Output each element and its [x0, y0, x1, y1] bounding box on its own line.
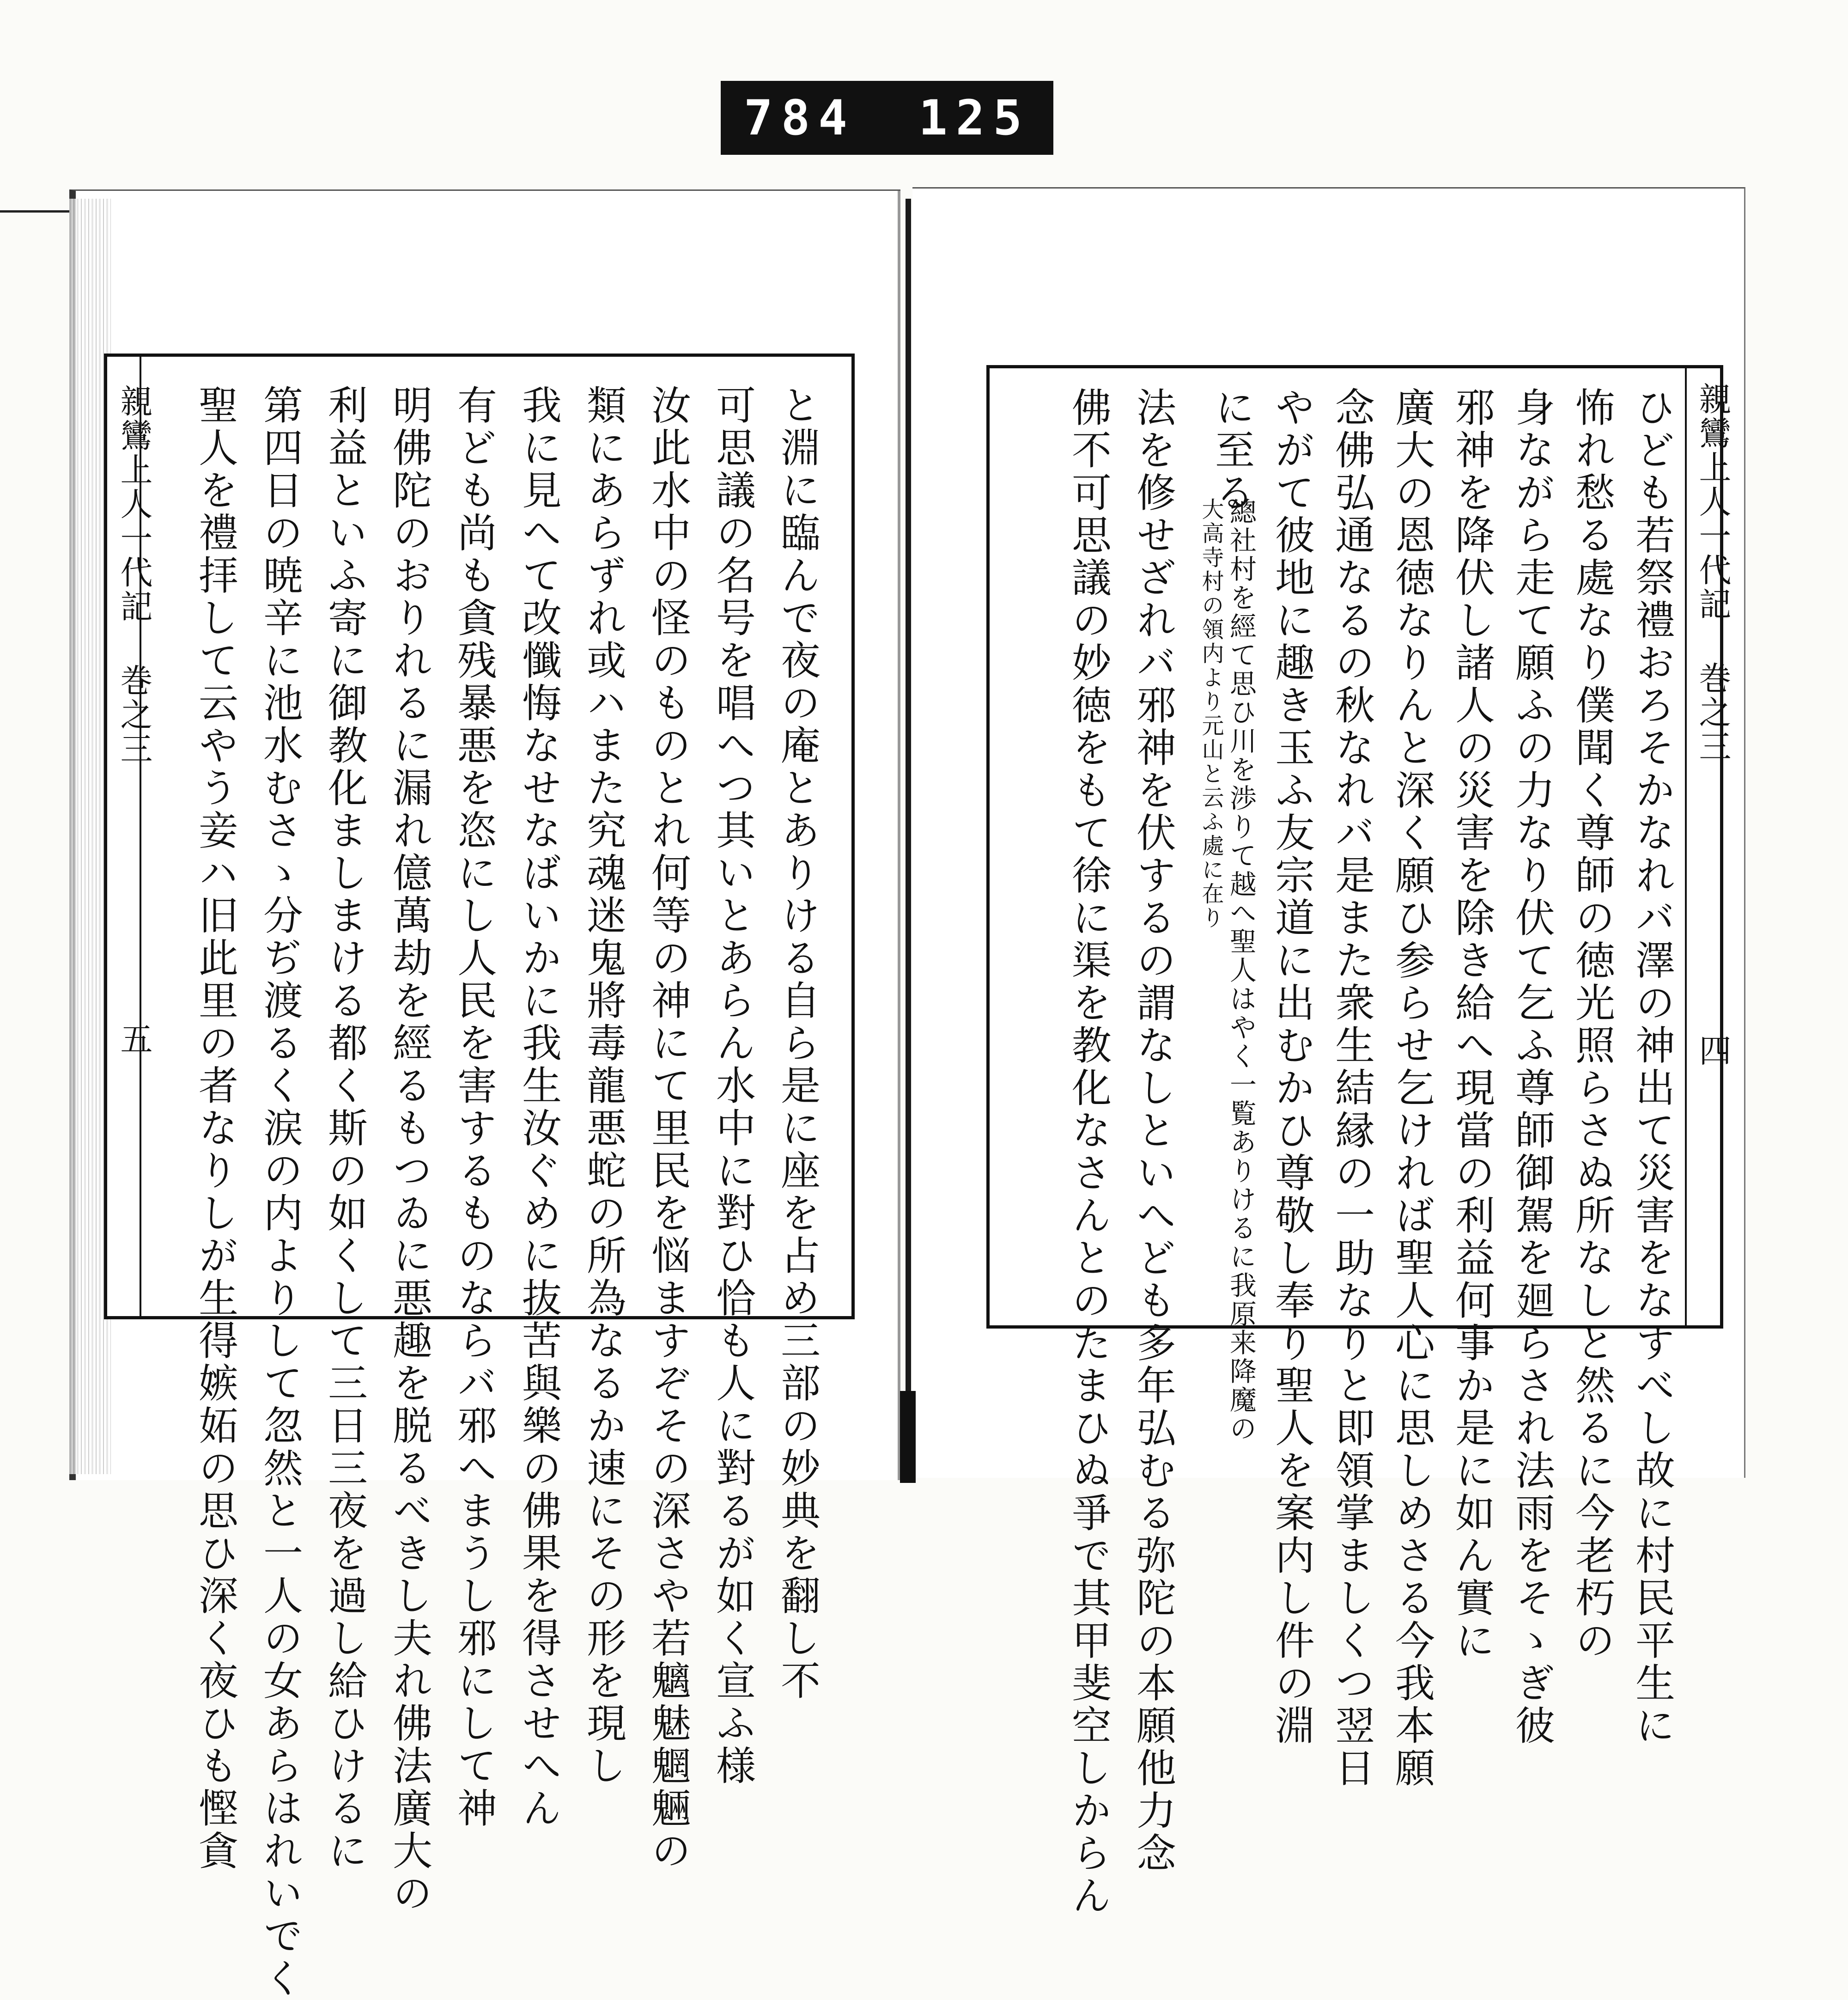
scan-edge-line [0, 210, 74, 213]
right-column-10: 佛不可思議の妙徳をもて徐に渠を教化なさんとのたまひぬ爭で其甲斐空しからん [1065, 387, 1111, 1917]
right-column-3: 身ながら走て願ふの力なり伏て乞ふ尊師御駕を廻らされ法雨をそゝぎ彼 [1508, 387, 1555, 1747]
left-column-9: 第四日の暁辛に池水むさゝ分ぢ渡るく涙の内よりして忽然と一人の女あらはれいでく [256, 384, 303, 2000]
book-spine [906, 199, 911, 1409]
right-column-5: 廣大の恩徳なりんと深く願ひ参らせ乞ければ聖人心に思しめさる今我本願 [1388, 387, 1435, 1790]
right-note-line-1: 總社村を經て思ひ川を渉りて越へ聖人はやく一覧ありけるに我原来降魔の [1225, 498, 1257, 1443]
right-column-7: やがて彼地に趣き玉ふ友宗道に出むかひ尊敬し奉り聖人を案内し件の淵 [1268, 387, 1314, 1747]
scan-right-number: 125 [918, 90, 1030, 146]
scan-left-number: 784 [744, 90, 856, 146]
right-page-hashira: 親鸞上人一代記 巻之三 [1694, 382, 1732, 764]
right-column-2: 怖れ愁る處なり僕聞く尊師の徳光照らさぬ所なしと然るに今老朽の [1568, 387, 1615, 1662]
left-page-folio: 五 [115, 1022, 153, 1055]
right-column-6: 念佛弘通なるの秋なれバ是また衆生結縁の一助なりと即領掌ましくつ翌日 [1328, 387, 1374, 1790]
left-text-frame [104, 354, 855, 2000]
left-column-1: と淵に臨んで夜の庵とありける自ら是に座を占め三部の妙典を翻し不 [774, 384, 820, 1702]
right-page-folio: 四 [1694, 1034, 1732, 1066]
left-column-6: 有ども尚も貪残暴悪を恣にし人民を害するものならバ邪へまうし邪にして神 [450, 384, 497, 1830]
left-column-8: 利益といふ寄に御教化ましまける都く斯の如くして三日三夜を過し給ひけるに [321, 384, 367, 1872]
right-column-9: 法を修せざれバ邪神を伏するの謂なしといへども多年弘むる弥陀の本願他力念 [1130, 387, 1176, 1875]
left-page-hashira: 親鸞上人一代記 巻之三 [115, 384, 153, 766]
scan-number-label [721, 81, 1053, 155]
left-column-2: 可思議の名号を唱へつ其いとあらん水中に對ひ恰も人に對るが如く宣ふ様 [709, 384, 755, 1787]
left-column-10: 聖人を禮拝して云やう妾ハ旧此里の者なりしが生得嫉妬の思ひ深く夜ひも慳貪 [192, 384, 238, 1872]
right-hashira-rule [1685, 368, 1687, 1325]
left-column-4: 類にあらずれ或ハまた究魂迷鬼將毒龍悪蛇の所為なるか速にその形を現し [580, 384, 626, 1787]
left-column-7: 明佛陀のおりれるに漏れ億萬劫を經るもつゐに悪趣を脱るべきし夫れ佛法廣大の [386, 384, 432, 1915]
right-column-8: に至る [1208, 387, 1254, 514]
right-column-1: ひども若祭禮おろそかなれバ澤の神出て災害をなすべし故に村民平生に [1629, 387, 1675, 1747]
left-column-3: 汝此水中の怪のものとれ何等の神にて里民を悩ますぞその深さや若魑魅魍魎の [644, 384, 691, 1872]
left-column-5: 我に見へて改懺悔なせなばいかに我生汝ぐめに抜苦與樂の佛果を得させへん [515, 384, 561, 1830]
book-spine-foot [900, 1391, 916, 1483]
right-text-frame [986, 365, 1732, 1917]
right-column-4: 邪神を降伏し諸人の災害を除き給へ現當の利益何事か是に如ん實に [1448, 387, 1495, 1662]
right-note-line-2: 大高寺村の領内より元山と云ふ處に在り [1198, 498, 1224, 930]
